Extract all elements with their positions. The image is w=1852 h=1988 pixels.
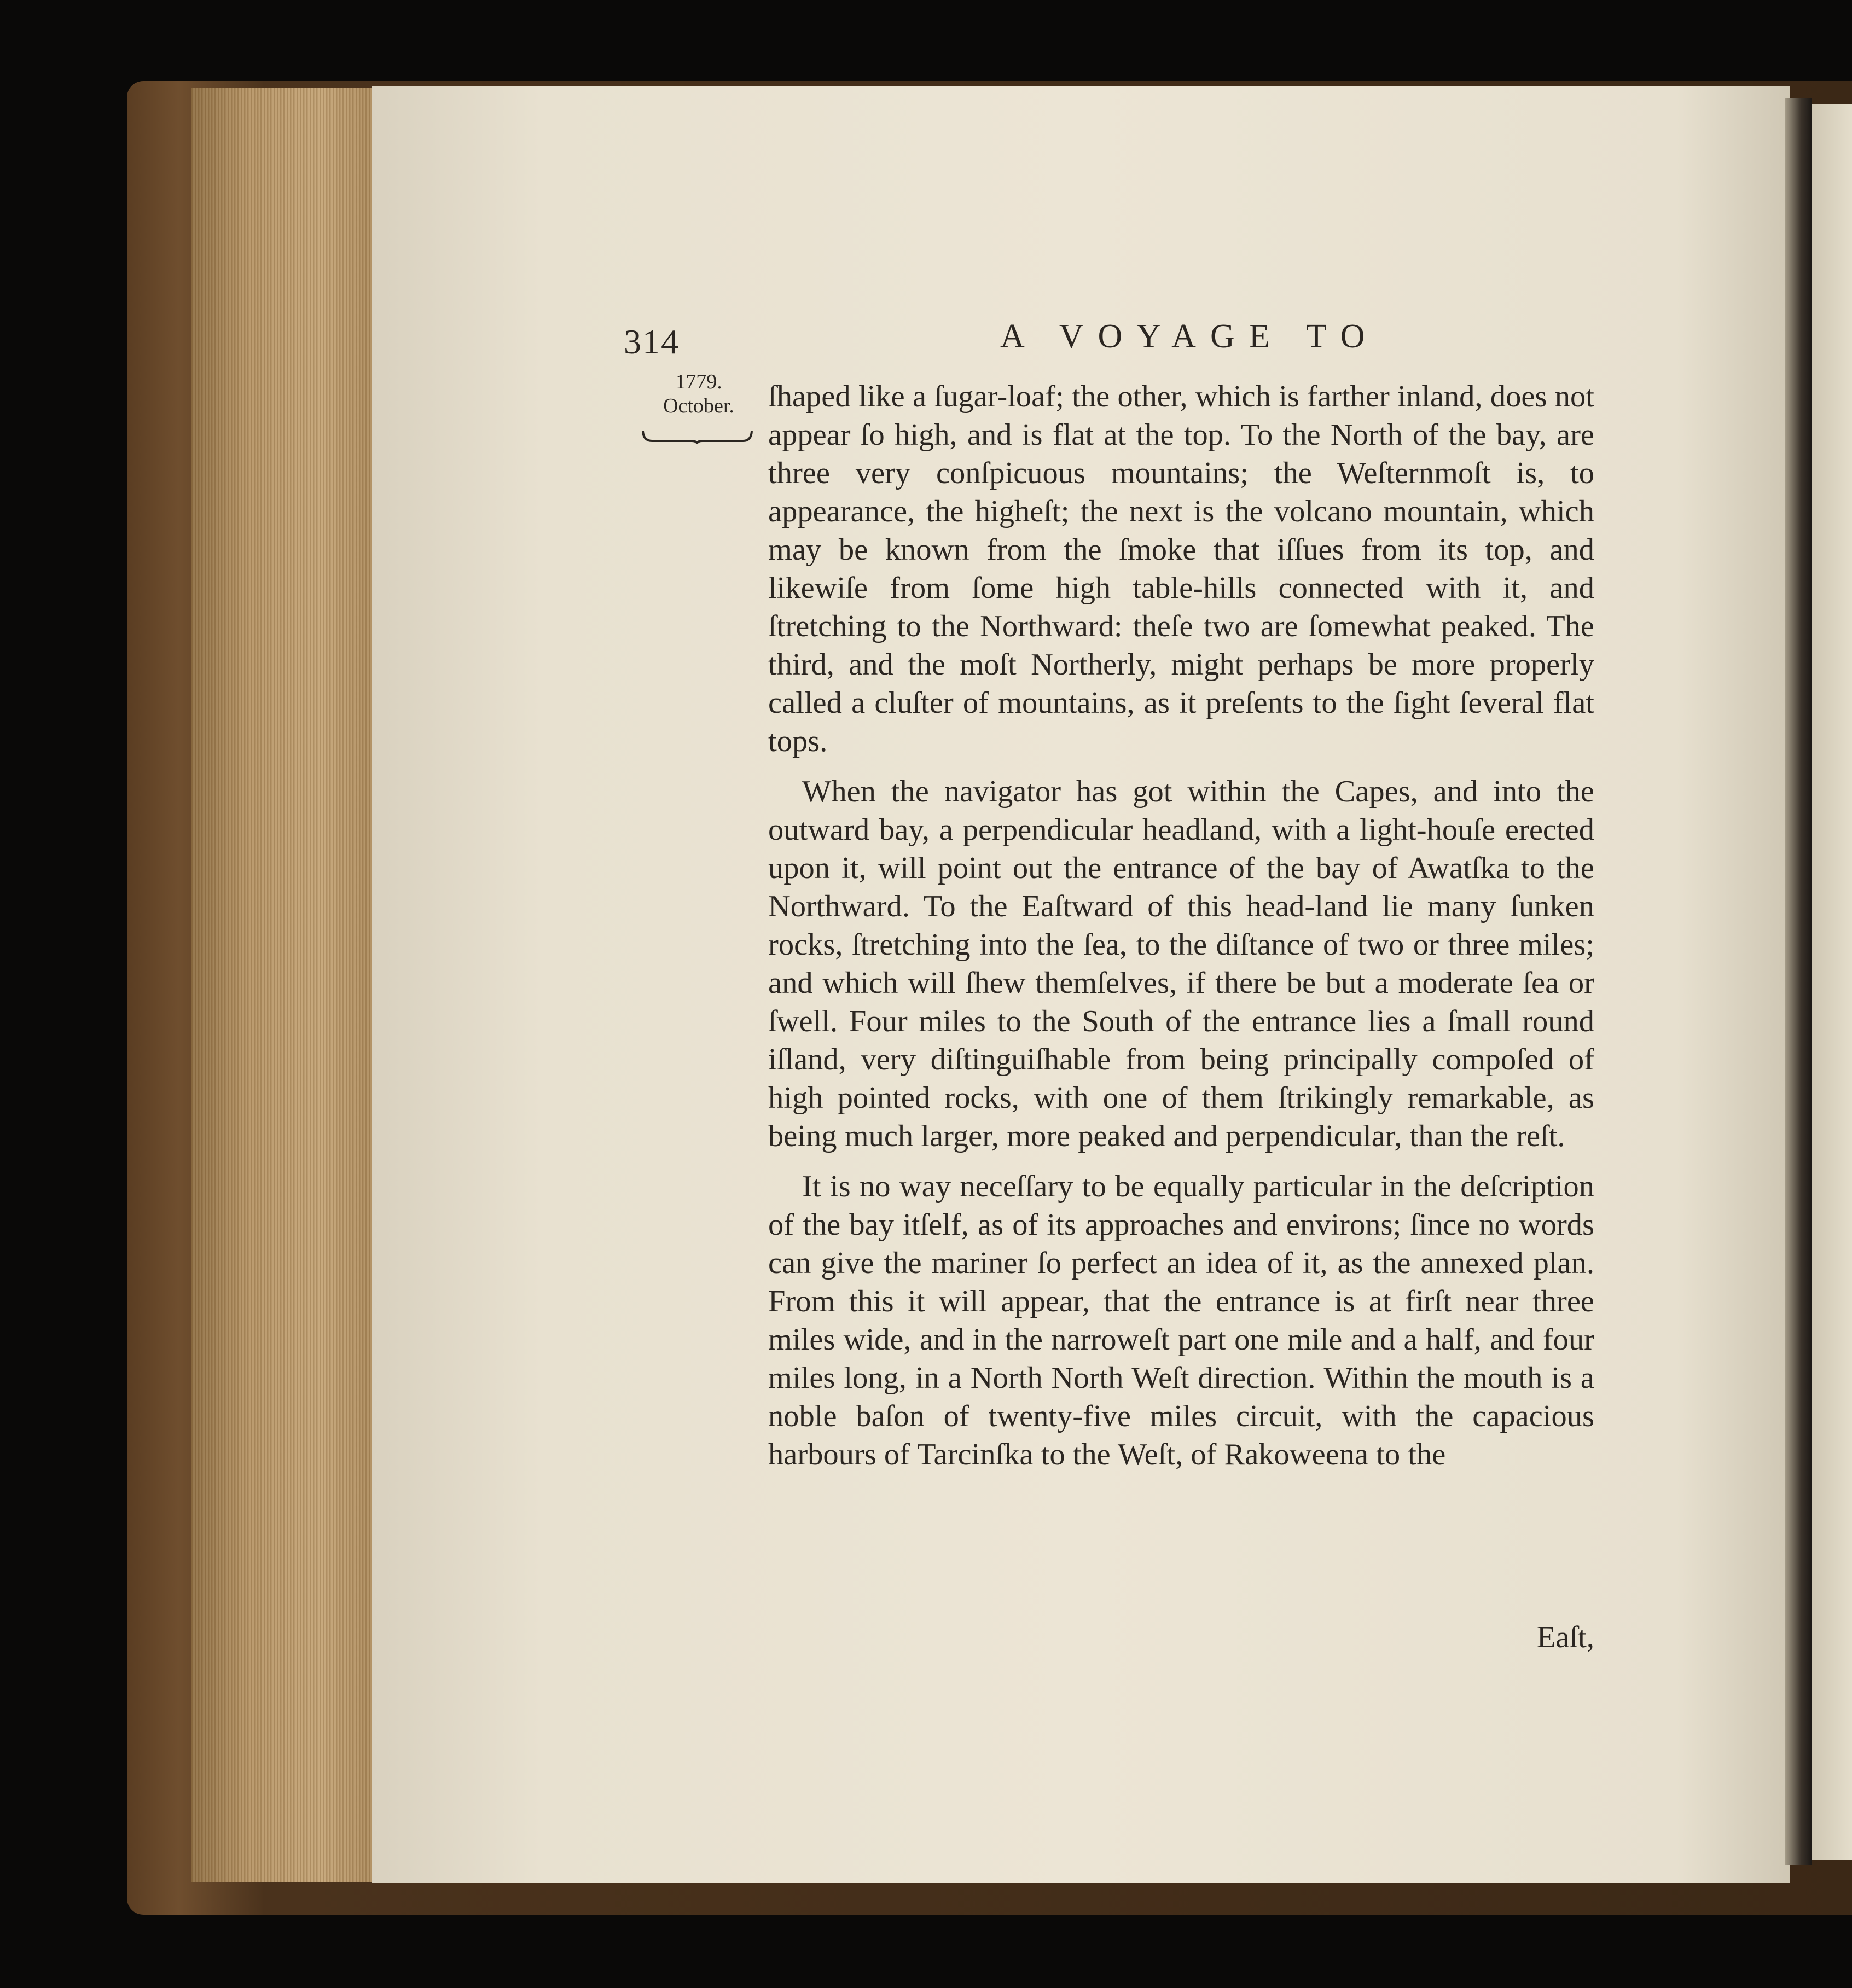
facing-page-edge xyxy=(1812,104,1852,1860)
paragraph-1: ſhaped like a ſugar-loaf; the other, which is farther inland, does not appear ſo high, and is flat at the top. To the North of the bay, are three very conſpicuous mountains; the Weſternmoſt is, to appearance, the higheſt; the next is the volcano mountain, which may be known from the ſmoke that iſſues from its top, and likewiſe from ſome high table-hills connected with it, and ſtretching to the Northward: theſe two are ſomewhat peaked. The third, and the moſt Northerly, might perhaps be more properly called a cluſter of mountains, as it preſents to the ſight ſeveral flat tops. xyxy=(768,380,1594,758)
paragraph-3: It is no way neceſſary to be equally particular in the deſcription of the bay itſelf, as of its approaches and environs; ſince no words can give the mariner ſo perfect an idea of it, as the annexed plan. From this it will appear, that the entrance is at firſt near three miles wide, and in the narroweſt part one mile and a half, and four miles long, in a North North Weſt direction. Within the mouth is a noble baſon of twenty-five miles circuit, with the capacious harbours of Tarcinſka to the Weſt, of Rakoweena to the xyxy=(768,1170,1594,1472)
page-edges xyxy=(191,88,378,1882)
paragraph-2: When the navigator has got within the Capes, and into the outward bay, a perpendicular headland, with a light-houſe erected upon it, will point out the entrance of the bay of Awatſka to the Northward. To the Eaſtward of this head-land lie many ſunken rocks, ſtretching into the ſea, to the diſtance of two or three miles; and which will ſhew themſelves, if there be but a moderate ſea or ſwell. Four miles to the South of the entrance lies a ſmall round iſland, very diſtinguiſhable from being principally compoſed of high pointed rocks, with one of them ſtrikingly remarkable, as being much larger, more peaked and perpendicular, than the reſt. xyxy=(768,775,1594,1153)
margin-note-year: 1779. xyxy=(675,370,722,393)
book-gutter xyxy=(1785,98,1812,1865)
margin-note xyxy=(630,370,767,418)
margin-brace-icon xyxy=(641,429,753,444)
body-text xyxy=(768,377,1594,1474)
running-head: A VOYAGE TO xyxy=(1000,318,1379,355)
catchword: Eaſt, xyxy=(1536,1620,1594,1654)
margin-note-month: October. xyxy=(663,394,734,417)
page-number: 314 xyxy=(624,322,680,361)
